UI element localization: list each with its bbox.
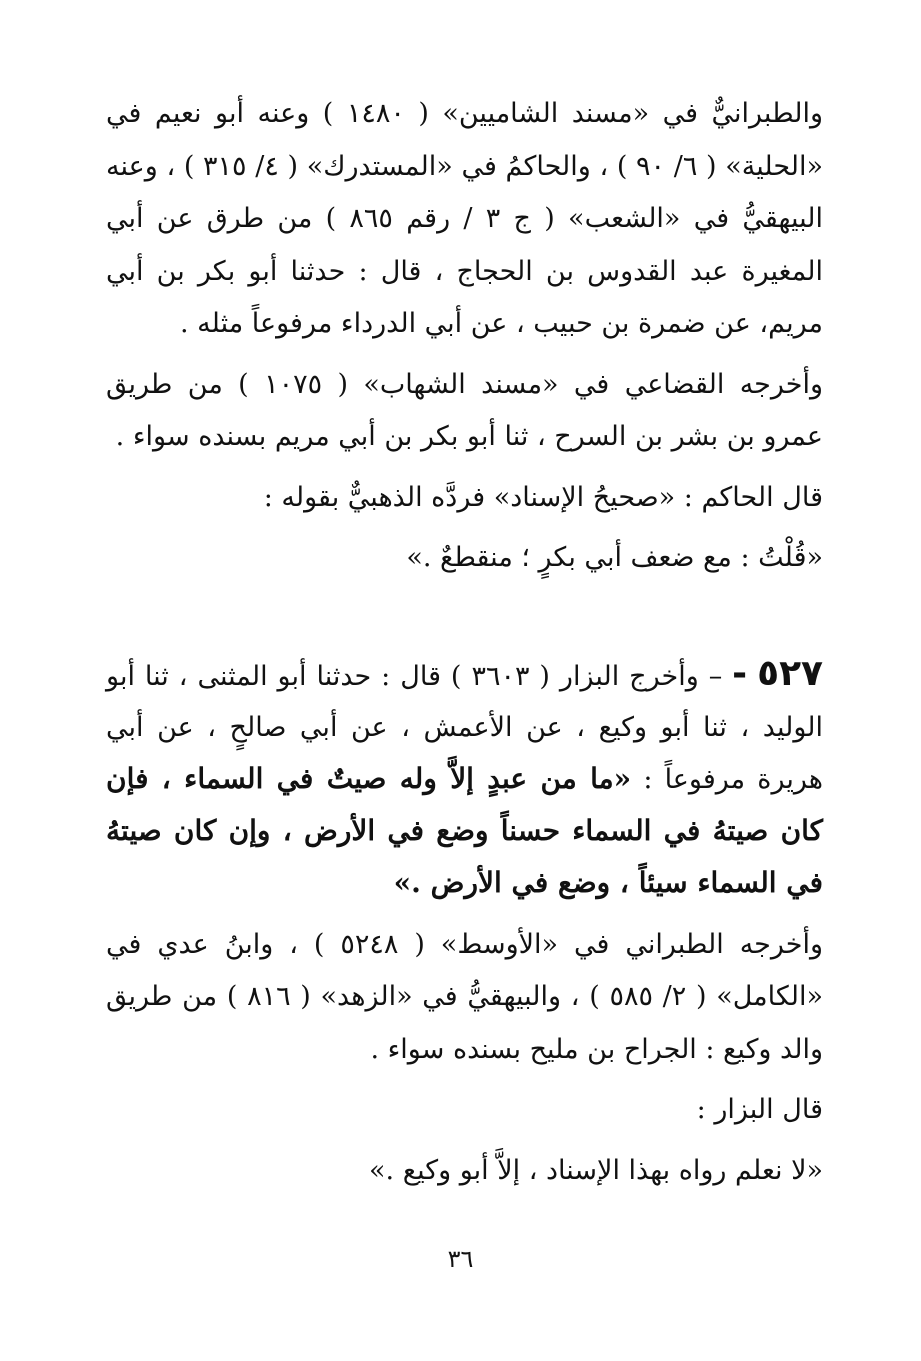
- hadith-entry: [106, 651, 823, 909]
- paragraph-dhahabi-quote: «قُلْتُ : مع ضعف أبي بكرٍ ؛ منقطعٌ .»: [406, 542, 823, 573]
- paragraph-takhrij-1: والطبرانيٌّ في «مسند الشاميين» ( ١٤٨٠ ) وعنه أبو نعيم في «الحلية» ( ٦/ ٩٠ ) ، والحاكمُ في «المستدرك» ( ٤/ ٣١٥ ) ، وعنه البيهقيُّ في «الشعب» ( ج ٣ / رقم ٨٦٥ ) من طرق عن أبي المغيرة عبد القدوس بن الحجاج ، قال : حدثنا أبو بكر بن أبي مريم، عن ضمرة بن حبيب ، عن أبي الدرداء مرفوعاً مثله .: [106, 98, 824, 339]
- paragraph-bazzar-label: قال البزار :: [696, 1094, 823, 1125]
- section-spacer: [106, 593, 823, 651]
- hadith-isnad: – وأخرج البزار ( ٣٦٠٣ ) قال : حدثنا أبو المثنى ، ثنا أبو الوليد ، ثنا أبو وكيع ، عن الأعمش ، عن أبي صالحٍ ، عن أبي هريرة مرفوعاً :: [106, 660, 823, 795]
- hadith-matn: «ما من عبدٍ إلاَّ وله صيتٌ في السماء ، فإن كان صيتهُ في السماء حسناً وضع في الأرض ، وإن كان صيتهُ في السماء سيئاً ، وضع في الأرض .»: [106, 761, 823, 899]
- paragraph-hakim-quote: قال الحاكم : «صحيحُ الإسناد» فردَّه الذهبيٌّ بقوله :: [263, 481, 823, 513]
- paragraph-bazzar-quote: «لا نعلم رواه بهذا الإسناد ، إلاَّ أبو وكيع .»: [369, 1154, 823, 1186]
- page-number: ٣٦: [447, 1245, 474, 1273]
- paragraph-takhrij-3: وأخرجه الطبراني في «الأوسط» ( ٥٢٤٨ ) ، وابنُ عدي في «الكامل» ( ٢/ ٥٨٥ ) ، والبيهقيُّ في «الزهد» ( ٨١٦ ) من طريق والد وكيع : الجراح بن مليح بسنده سواء .: [106, 928, 824, 1065]
- hadith-number-dash: -: [732, 652, 748, 694]
- hadith-number: ٥٢٧: [757, 652, 824, 694]
- paragraph-takhrij-2: وأخرجه القضاعي في «مسند الشهاب» ( ١٠٧٥ ) من طريق عمرو بن بشر بن السرح ، ثنا أبو بكر بن أبي مريم بسنده سواء .: [106, 368, 823, 452]
